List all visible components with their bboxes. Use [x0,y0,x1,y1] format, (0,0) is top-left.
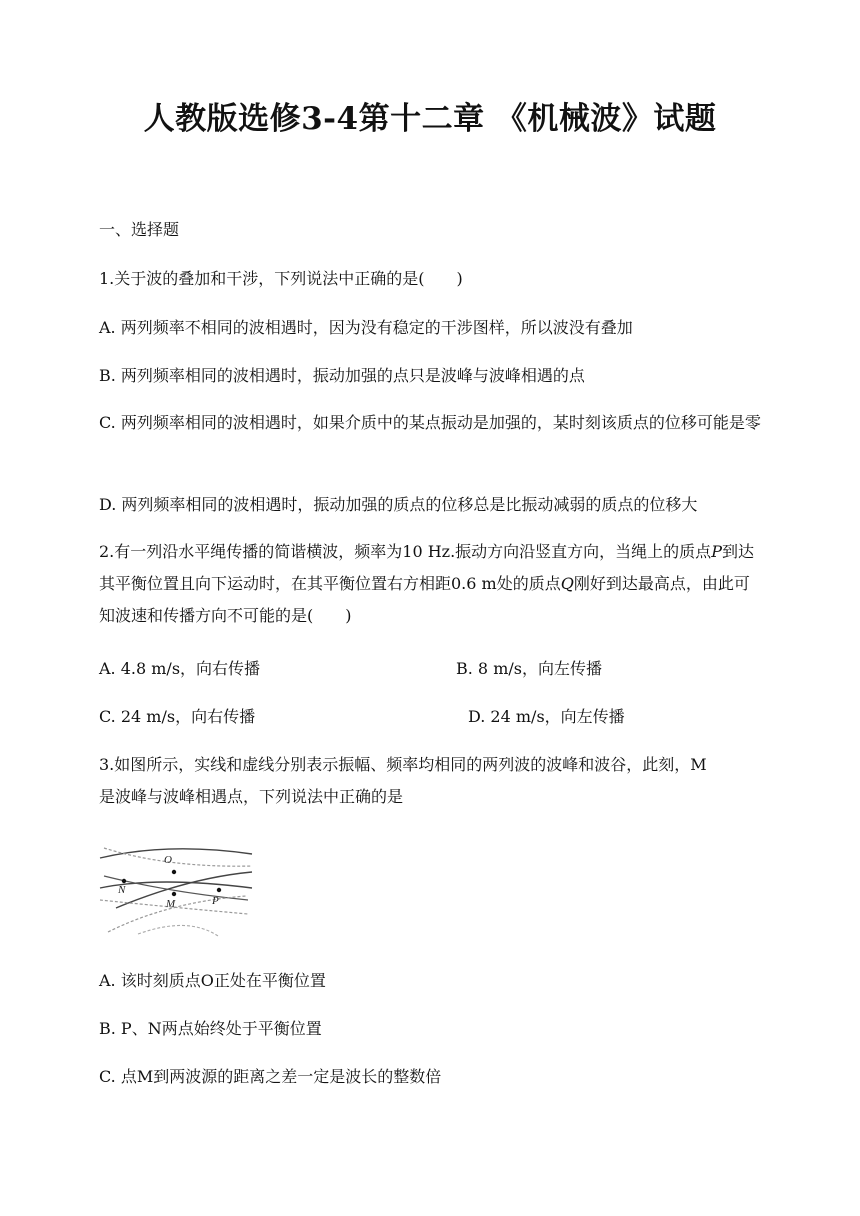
trough-line-4 [138,925,218,936]
document-title: 人教版选修3-4第十二章 《机械波》试题 [143,101,717,137]
question-3-option-a: A. 该时刻质点O正处在平衡位置 [99,971,326,990]
crest-line-upper [100,849,252,858]
question-2-stem-part-2: 到达其平衡位置且向下运动时，在其平衡位置右方相距0.6 m处的质点 [99,542,754,593]
question-2-option-a: A. 4.8 m/s，向右传播 [99,659,261,678]
point-n-dot [122,879,126,883]
point-q-label: Q [560,574,574,593]
question-2-option-c: C. 24 m/s，向右传播 [99,707,256,726]
figure-label-p: P [212,895,219,907]
question-2-stem-part-3: 刚好到达最高点，由此可知波速和传播方向不可能的是( ) [99,574,750,625]
trough-line-3 [108,896,246,932]
question-1-option-d: D. 两列频率相同的波相遇时，振动加强的质点的位移总是比振动减弱的质点的位移大 [99,495,698,514]
point-o-dot [172,870,176,874]
question-2-option-b: B. 8 m/s，向左传播 [456,659,602,678]
question-3-stem-line-1: 3.如图所示，实线和虚线分别表示振幅、频率均相同的两列波的波峰和波谷，此刻，M [99,755,707,774]
question-2-stem-part-1: 2.有一列沿水平绳传播的简谐横波，频率为10 Hz.振动方向沿竖直方向，当绳上的质点 [99,542,712,561]
point-p-label: P [711,542,722,561]
section-heading: 一、选择题 [99,220,180,239]
question-1-stem: 1.关于波的叠加和干涉，下列说法中正确的是( ) [99,269,463,288]
figure-label-n: N [118,884,126,896]
question-3-option-c: C. 点M到两波源的距离之差一定是波长的整数倍 [99,1067,442,1086]
question-3-stem-line-2: 是波峰与波峰相遇点，下列说法中正确的是 [99,787,404,806]
wave-interference-figure [98,836,254,940]
question-1-option-c: C. 两列频率相同的波相遇时，如果介质中的某点振动是加强的，某时刻该质点的位移可能是零 [99,413,761,432]
question-3-option-b: B. P、N两点始终处于平衡位置 [99,1019,322,1038]
question-1-option-a: A. 两列频率不相同的波相遇时，因为没有稳定的干涉图样，所以波没有叠加 [99,318,633,337]
question-2-stem [99,536,765,632]
question-1-option-b: B. 两列频率相同的波相遇时，振动加强的点只是波峰与波峰相遇的点 [99,366,585,385]
point-m-dot [172,892,176,896]
point-p-dot [217,888,221,892]
question-2-option-d: D. 24 m/s，向左传播 [468,707,625,726]
figure-label-m: M [166,898,176,910]
crest-line-diagonal [116,872,252,908]
figure-label-o: O [164,854,172,866]
